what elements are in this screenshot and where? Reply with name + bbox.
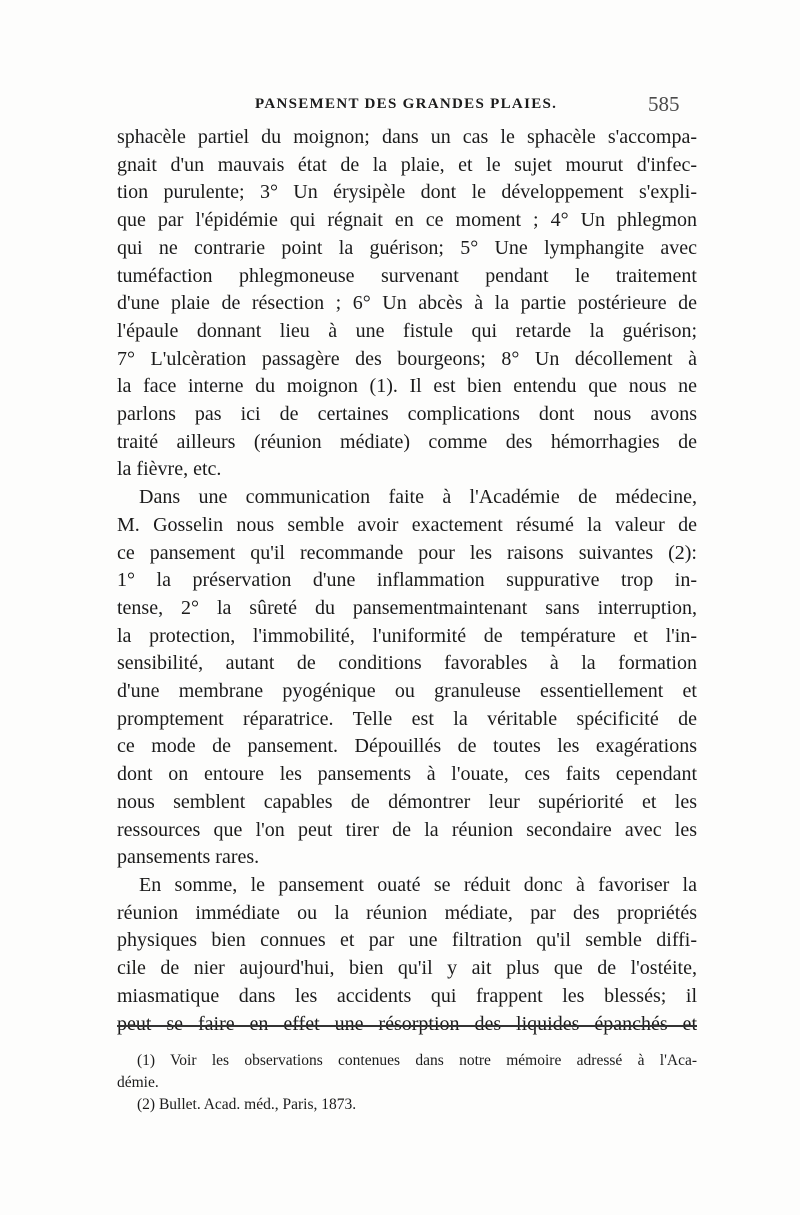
text-line: En somme, le pansement ouaté se réduit donc à favoriser la (139, 873, 697, 896)
text-line: réunion immédiate ou la réunion médiate, par des propriétés (117, 901, 697, 924)
text-line: la face interne du moignon (1). Il est bien entendu que nous ne (117, 375, 697, 398)
text-line: cile de nier aujourd'hui, bien qu'il y ait plus que de l'ostéite, (117, 957, 697, 980)
footnotes (117, 1050, 697, 1116)
text-line: sensibilité, autant de conditions favorables à la formation (117, 652, 697, 675)
text-line: peut se faire en effet une résorption des liquides épanchés et (117, 1012, 697, 1035)
footnote-line: démie. (117, 1074, 159, 1091)
text-line: parlons pas ici de certaines complications dont nous avons (117, 403, 697, 426)
text-line: M. Gosselin nous semble avoir exactement résumé la valeur de (117, 513, 697, 536)
text-line: d'une membrane pyogénique ou granuleuse essentiellement et (117, 680, 697, 703)
footnote-divider (117, 1025, 697, 1027)
text-line: miasmatique dans les accidents qui frappent les blessés; il (117, 984, 697, 1007)
text-line: que par l'épidémie qui régnait en ce moment ; 4° Un phlegmon (117, 209, 697, 232)
text-line: 7° L'ulcèration passagère des bourgeons; 8° Un décollement à (117, 347, 697, 370)
text-line: dont on entoure les pansements à l'ouate, ces faits cependant (117, 763, 697, 786)
running-header: PANSEMENT DES GRANDES PLAIES. (255, 96, 558, 112)
text-line: traité ailleurs (réunion médiate) comme des hémorrhagies de (117, 430, 697, 453)
text-line: 1° la préservation d'une inflammation suppurative trop in- (117, 569, 697, 592)
footnote-line: (2) Bullet. Acad. méd., Paris, 1873. (137, 1096, 357, 1113)
paragraph-3 (117, 872, 697, 1038)
text-line: tuméfaction phlegmoneuse survenant pendant le traitement (117, 264, 697, 287)
text-line: physiques bien connues et par une filtration qu'il semble diffi- (117, 929, 697, 952)
footnote-2 (117, 1094, 697, 1116)
paragraph-1 (117, 124, 697, 484)
text-line: la protection, l'immobilité, l'uniformité de température et l'in- (117, 624, 697, 647)
text-line: qui ne contrarie point la guérison; 5° Une lymphangite avec (117, 236, 697, 259)
text-line: tense, 2° la sûreté du pansementmaintenant sans interruption, (117, 596, 697, 619)
text-line: nous semblent capables de démontrer leur supériorité et les (117, 790, 697, 813)
text-line: tion purulente; 3° Un érysipèle dont le développement s'expli- (117, 181, 697, 204)
text-line: ce pansement qu'il recommande pour les raisons suivantes (2): (117, 541, 697, 564)
footnote-line: (1) Voir les observations contenues dans notre mémoire adressé à l'Aca- (137, 1052, 697, 1069)
paragraph-2 (117, 484, 697, 872)
text-line: ressources que l'on peut tirer de la réunion secondaire avec les (117, 818, 697, 841)
text-line: d'une plaie de résection ; 6° Un abcès à la partie postérieure de (117, 292, 697, 315)
text-line: Dans une communication faite à l'Académie de médecine, (139, 486, 697, 509)
text-line: promptement réparatrice. Telle est la véritable spécificité de (117, 707, 697, 730)
text-line: gnait d'un mauvais état de la plaie, et le sujet mourut d'infec- (117, 153, 697, 176)
text-line: ce mode de pansement. Dépouillés de toutes les exagérations (117, 735, 697, 758)
footnote-1 (117, 1050, 697, 1094)
text-line: sphacèle partiel du moignon; dans un cas le sphacèle s'accompa- (117, 126, 697, 148)
text-line: pansements rares. (117, 846, 260, 869)
text-line: l'épaule donnant lieu à une fistule qui retarde la guérison; (117, 319, 697, 342)
text-line: la fièvre, etc. (117, 458, 222, 481)
body-text (117, 124, 697, 1038)
page-number: 585 (648, 92, 680, 116)
